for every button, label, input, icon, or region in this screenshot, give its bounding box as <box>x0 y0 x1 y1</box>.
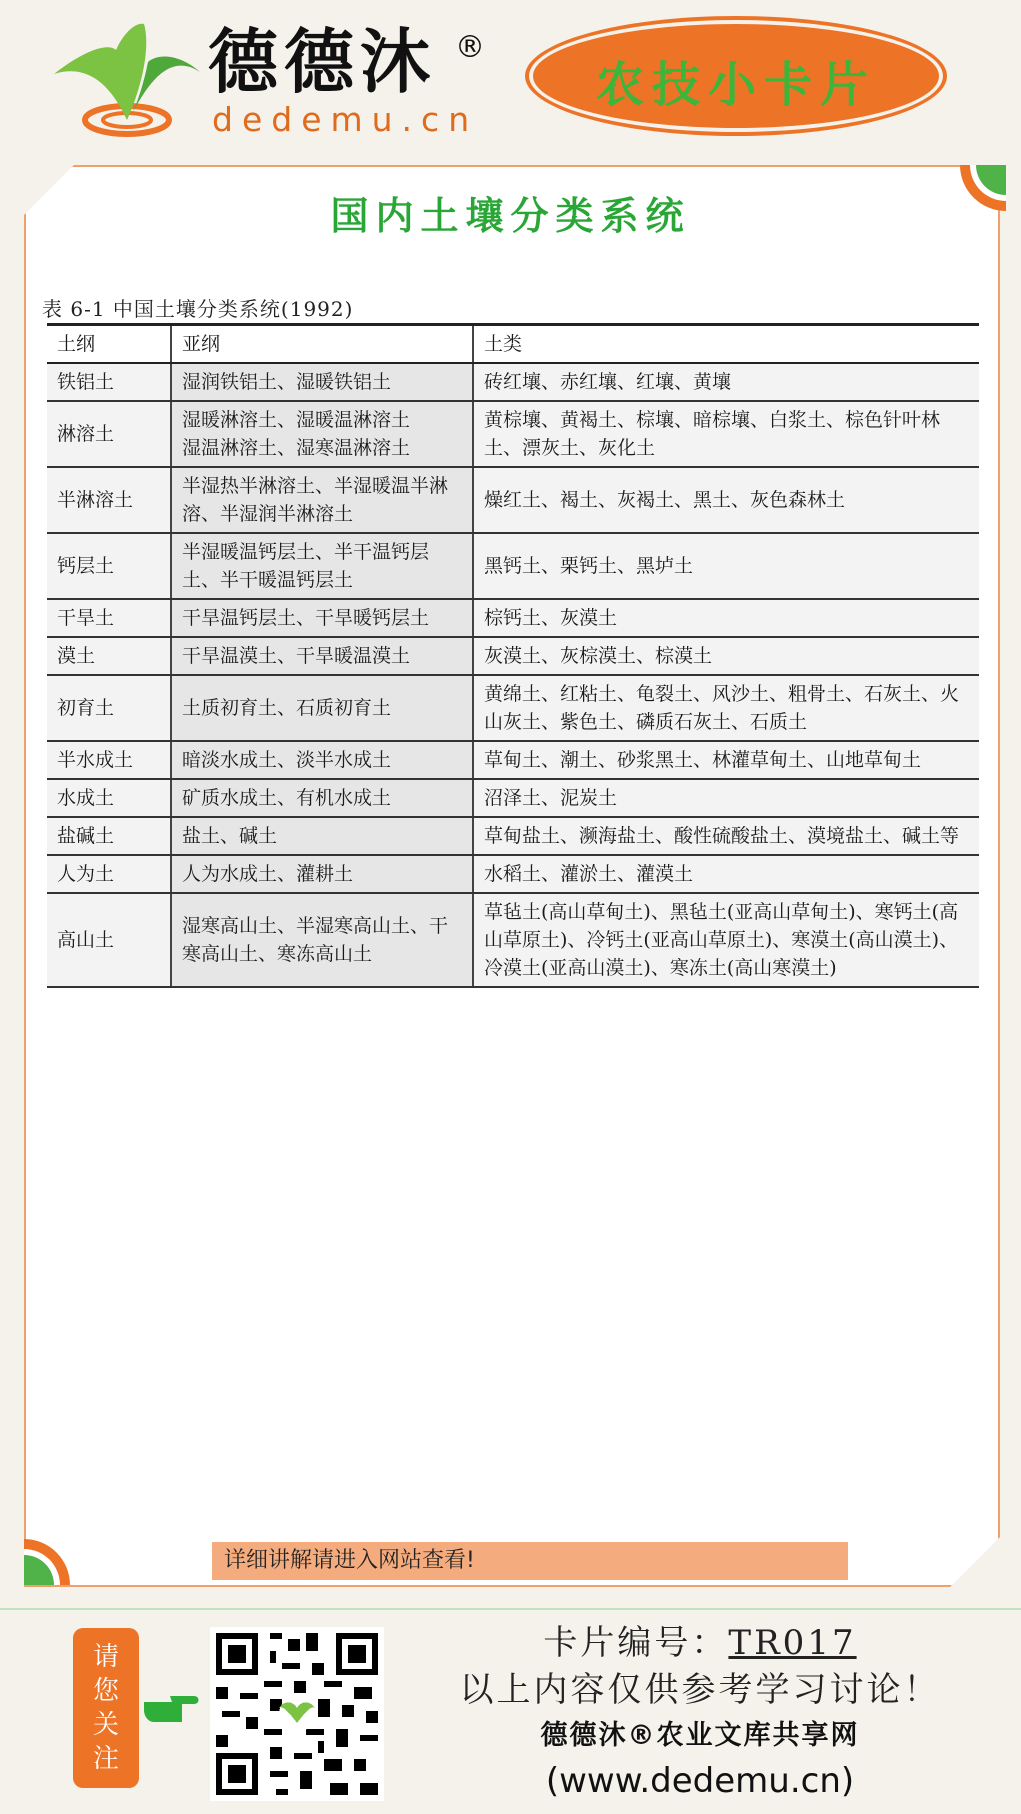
cell-suborder: 盐土、碱土 <box>171 817 473 855</box>
card-number-code: TR017 <box>728 1623 857 1663</box>
footer-note: 详细讲解请进入网站查看! <box>212 1542 848 1580</box>
page-title: 国内土壤分类系统 <box>330 194 691 238</box>
follow-us-label <box>73 1628 139 1788</box>
cell-order: 淋溶土 <box>47 401 171 467</box>
cell-suborder: 半湿暖温钙层土、半干温钙层土、半干暖温钙层土 <box>171 533 473 599</box>
table-row <box>47 533 979 599</box>
library-name: 德德沐®农业文库共享网 <box>540 1720 860 1751</box>
cell-order: 漠土 <box>47 637 171 675</box>
table-header-row <box>47 325 979 364</box>
table-row <box>47 363 979 401</box>
column-header-suborder: 亚纲 <box>171 325 473 364</box>
soil-classification-table <box>47 323 979 988</box>
cell-suborder: 人为水成土、灌耕土 <box>171 855 473 893</box>
cell-group: 黄棕壤、黄褐土、棕壤、暗棕壤、白浆土、棕色针叶林土、漂灰土、灰化土 <box>473 401 979 467</box>
cell-suborder: 土质初育土、石质初育土 <box>171 675 473 741</box>
cell-group: 黑钙土、栗钙土、黑垆土 <box>473 533 979 599</box>
cell-order: 干旱土 <box>47 599 171 637</box>
table-row <box>47 779 979 817</box>
table-row <box>47 467 979 533</box>
cell-order: 半淋溶土 <box>47 467 171 533</box>
table-row <box>47 675 979 741</box>
cell-order: 水成土 <box>47 779 171 817</box>
cell-suborder: 干旱温漠土、干旱暖温漠土 <box>171 637 473 675</box>
cell-suborder: 半湿热半淋溶土、半湿暖温半淋溶、半湿润半淋溶土 <box>171 467 473 533</box>
table-caption: 表 6-1 中国土壤分类系统(1992) <box>42 297 354 321</box>
table-row <box>47 637 979 675</box>
cell-group: 沼泽土、泥炭土 <box>473 779 979 817</box>
cell-suborder: 湿润铁铝土、湿暖铁铝土 <box>171 363 473 401</box>
cell-suborder: 干旱温钙层土、干旱暖钙层土 <box>171 599 473 637</box>
divider <box>0 1608 1021 1610</box>
card-badge-label: 农技小卡片 <box>595 57 876 113</box>
table-row <box>47 401 979 467</box>
cell-group: 灰漠土、灰棕漠土、棕漠土 <box>473 637 979 675</box>
cell-order: 半水成土 <box>47 741 171 779</box>
card-badge <box>533 24 939 128</box>
brand-name: 德德沐 <box>208 21 436 103</box>
cell-group: 砖红壤、赤红壤、红壤、黄壤 <box>473 363 979 401</box>
table-row <box>47 741 979 779</box>
qr-code[interactable] <box>210 1627 384 1801</box>
cell-group: 黄绵土、红粘土、龟裂土、风沙土、粗骨土、石灰土、火山灰土、紫色土、磷质石灰土、石质土 <box>473 675 979 741</box>
dedemu-logo <box>52 22 202 142</box>
cell-order: 铁铝土 <box>47 363 171 401</box>
cell-suborder: 湿寒高山土、半湿寒高山土、干寒高山土、寒冻高山土 <box>171 893 473 987</box>
card-number <box>400 1620 1000 1666</box>
table-row <box>47 855 979 893</box>
cell-group: 棕钙土、灰漠土 <box>473 599 979 637</box>
card-info <box>400 1620 1000 1804</box>
cell-suborder: 矿质水成土、有机水成土 <box>171 779 473 817</box>
cell-order: 人为土 <box>47 855 171 893</box>
cell-suborder: 暗淡水成土、淡半水成土 <box>171 741 473 779</box>
cell-order: 钙层土 <box>47 533 171 599</box>
disclaimer: 以上内容仅供参考学习讨论！ <box>459 1670 941 1710</box>
table-row <box>47 893 979 987</box>
cell-suborder: 湿暖淋溶土、湿暖温淋溶土 湿温淋溶土、湿寒温淋溶土 <box>171 401 473 467</box>
table-row <box>47 817 979 855</box>
pointing-hand-icon <box>142 1688 202 1728</box>
cell-group: 草甸盐土、濒海盐土、酸性硫酸盐土、漠境盐土、碱土等 <box>473 817 979 855</box>
cell-group: 燥红土、褐土、灰褐土、黑土、灰色森林土 <box>473 467 979 533</box>
column-header-group: 土类 <box>473 325 979 364</box>
brand-url: dedemu.cn <box>212 100 479 139</box>
table-row <box>47 599 979 637</box>
cell-group: 草甸土、潮土、砂浆黑土、林灌草甸土、山地草甸土 <box>473 741 979 779</box>
cell-order: 盐碱土 <box>47 817 171 855</box>
cell-order: 高山土 <box>47 893 171 987</box>
registered-mark: ® <box>455 30 485 65</box>
follow-us-text: 请您关注 <box>93 1642 122 1774</box>
cell-group: 水稻土、灌淤土、灌漠土 <box>473 855 979 893</box>
table-body <box>47 363 979 987</box>
cell-group: 草毡土(高山草甸土)、黑毡土(亚高山草甸土)、寒钙土(高山草原土)、冷钙土(亚高山草原土)、寒漠土(高山漠土)、冷漠土(亚高山漠土)、寒冻土(高山寒漠土) <box>473 893 979 987</box>
website-link[interactable]: (www.dedemu.cn) <box>545 1761 855 1801</box>
column-header-order: 土纲 <box>47 325 171 364</box>
card-number-label: 卡片编号： <box>543 1623 729 1663</box>
cell-order: 初育土 <box>47 675 171 741</box>
corner-bottom-left-decoration <box>24 1525 84 1585</box>
